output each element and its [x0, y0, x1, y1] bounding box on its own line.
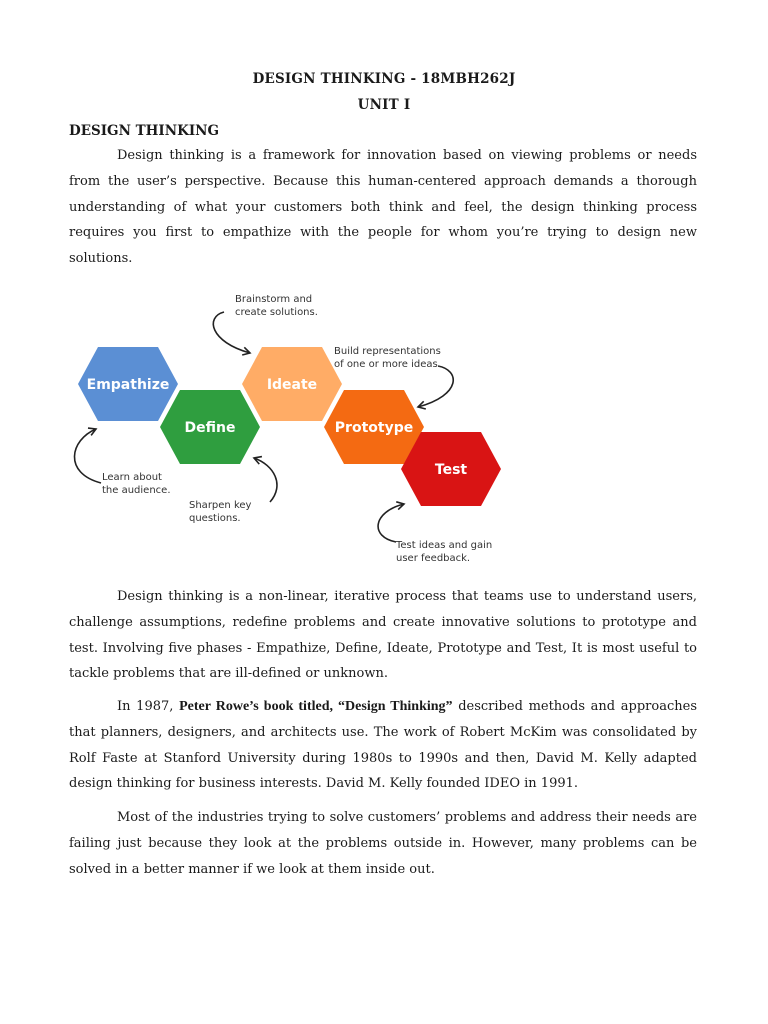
note-empathize-line1: Learn about [102, 472, 162, 483]
note-ideate [235, 294, 318, 318]
paragraph-industries: Most of the industries trying to solve customers’ problems and address their needs are failing just because they look at the problems outside in. However, many problems can be solved in a better manner if we look at them inside out. [69, 810, 697, 877]
hexagon-ideate [242, 347, 342, 421]
hexagon-prototype [324, 390, 424, 464]
note-define-line1: Sharpen key [189, 500, 252, 511]
hexagon-define [160, 390, 260, 464]
paragraph-nonlinear: Design thinking is a non-linear, iterative process that teams use to understand users, challenge assumptions, redefine problems and create innovative solutions to prototype and test. Involving five phases - Empathize, Define, Ideate, Prototype and Test, It is most useful to tackle problems that are ill-defined or unknown. [69, 589, 697, 682]
history-rest: described methods and approaches that planners, designers, and architects use. The work of Robert McKim was consolidated by Rolf Faste at Stanford University during 1980s to 1990s and then, David M. Kelly adapted design thinking for business interests. David M. Kelly founded IDEO in 1991. [69, 699, 697, 792]
arrow-prototype [418, 366, 453, 407]
note-prototype [334, 346, 444, 370]
hexagon-empathize [78, 347, 178, 421]
note-define-line2: questions. [189, 513, 241, 524]
book-title: Peter Rowe’s book titled, “Design Thinking” [179, 699, 453, 714]
note-define [189, 500, 255, 524]
hexagon-test [401, 432, 501, 506]
arrow-test [378, 504, 404, 542]
note-prototype-line2: of one or more ideas. [334, 359, 441, 370]
note-empathize-line2: the audience. [102, 485, 171, 496]
history-lead: In 1987, [117, 699, 180, 714]
note-test-line2: user feedback. [396, 553, 471, 564]
arrow-ideate [213, 312, 250, 353]
note-test [395, 540, 495, 564]
stage-label-define: Define [184, 420, 236, 436]
stage-label-empathize: Empathize [86, 377, 170, 393]
design-thinking-diagram [60, 280, 520, 575]
unit-label: UNIT I [357, 97, 411, 113]
stage-label-test: Test [434, 462, 468, 478]
paragraph-history [69, 694, 697, 797]
section-heading: DESIGN THINKING [69, 123, 220, 139]
document-title: DESIGN THINKING - 18MBH262J [252, 71, 516, 87]
paragraph-intro: Design thinking is a framework for innovation based on viewing problems or needs from the user’s perspective. Because this human-centered approach demands a thorough understanding of what your customers both think and feel, the design thinking process requires you first to empathize with the people for whom you’re trying to design new solutions. [69, 148, 697, 267]
note-prototype-line1: Build representations [334, 346, 441, 357]
arrow-empathize [74, 429, 101, 483]
note-empathize [102, 472, 171, 496]
arrow-define [254, 458, 277, 502]
stage-label-ideate: Ideate [266, 377, 318, 393]
note-test-line1: Test ideas and gain [396, 540, 493, 551]
stage-label-prototype: Prototype [334, 420, 414, 436]
note-ideate-line1: Brainstorm and [235, 294, 313, 305]
note-ideate-line2: create solutions. [235, 307, 318, 318]
